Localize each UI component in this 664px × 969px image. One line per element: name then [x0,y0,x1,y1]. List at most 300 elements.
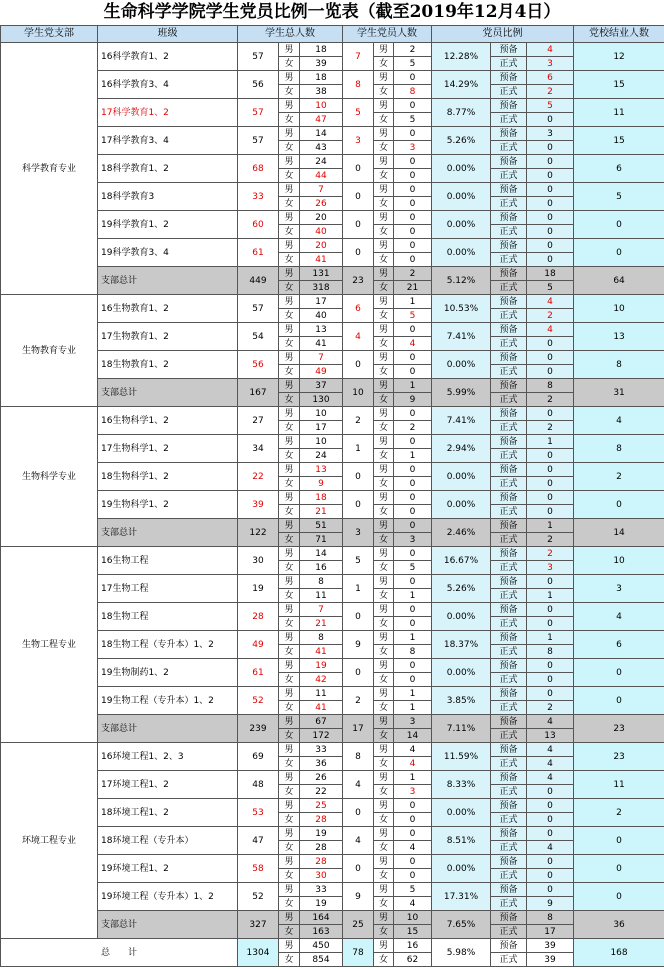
male-count: 7 [300,351,343,365]
party-female-count: 4 [394,757,432,771]
male-label: 男 [279,183,300,197]
female-label: 女 [279,617,300,631]
formal-label: 正式 [491,757,527,771]
male-label: 男 [374,127,394,141]
male-label: 男 [374,43,394,57]
formal-count: 2 [527,393,574,407]
class-name: 19生物制药1、2 [98,659,238,687]
male-label: 男 [279,771,300,785]
female-count: 41 [300,701,343,715]
female-count: 26 [300,197,343,211]
male-count: 17 [300,295,343,309]
female-count: 16 [300,561,343,575]
formal-label: 正式 [491,645,527,659]
party-count: 2 [343,407,374,435]
party-male-count: 0 [394,799,432,813]
prep-count: 0 [527,855,574,869]
ratio-value: 5.26% [432,575,491,603]
party-count: 0 [343,603,374,631]
male-label: 男 [279,463,300,477]
prep-label: 预备 [491,295,527,309]
prep-label: 预备 [491,99,527,113]
female-label: 女 [279,85,300,99]
male-count: 33 [300,883,343,897]
ratio-value: 0.00% [432,211,491,239]
formal-count: 2 [527,309,574,323]
formal-label: 正式 [491,617,527,631]
table-row [1,491,664,505]
prep-label: 预备 [491,827,527,841]
party-female-count: 9 [394,393,432,407]
grand-total-row [1,939,664,953]
female-count: 163 [300,925,343,939]
party-count: 0 [343,855,374,883]
prep-count: 0 [527,603,574,617]
female-count: 130 [300,393,343,407]
party-female-count: 0 [394,477,432,491]
party-female-count: 0 [394,253,432,267]
formal-count: 17 [527,925,574,939]
female-count: 38 [300,85,343,99]
formal-label: 正式 [491,701,527,715]
graduate-count: 0 [574,211,664,239]
graduate-count: 12 [574,43,664,71]
ratio-value: 3.85% [432,687,491,715]
formal-label: 正式 [491,729,527,743]
party-male-count: 10 [394,911,432,925]
table-row [1,239,664,253]
male-label: 男 [279,127,300,141]
prep-label: 预备 [491,491,527,505]
male-label: 男 [279,547,300,561]
prep-label: 预备 [491,43,527,57]
female-count: 44 [300,169,343,183]
graduate-count: 23 [574,715,664,743]
male-count: 67 [300,715,343,729]
female-label: 女 [279,449,300,463]
total-count: 52 [238,687,279,715]
female-label: 女 [279,393,300,407]
female-label: 女 [279,197,300,211]
graduate-count: 11 [574,771,664,799]
female-label: 女 [374,673,394,687]
header-branch: 学生党支部 [1,26,98,43]
male-label: 男 [279,211,300,225]
female-label: 女 [279,813,300,827]
female-label: 女 [374,225,394,239]
formal-label: 正式 [491,85,527,99]
female-label: 女 [279,925,300,939]
page-title: 生命科学学院学生党员比例一览表（截至2019年12月4日） [103,2,561,22]
female-label: 女 [279,701,300,715]
female-count: 41 [300,645,343,659]
male-count: 28 [300,855,343,869]
class-name: 17生物科学1、2 [98,435,238,463]
class-name: 16环境工程1、2、3 [98,743,238,771]
prep-count: 0 [527,687,574,701]
male-label: 男 [374,799,394,813]
male-label: 男 [374,491,394,505]
female-label: 女 [279,365,300,379]
class-name: 支部总计 [98,715,238,743]
party-male-count: 0 [394,407,432,421]
party-female-count: 3 [394,141,432,155]
party-female-count: 0 [394,813,432,827]
graduate-count: 8 [574,435,664,463]
ratio-value: 0.00% [432,659,491,687]
party-male-count: 0 [394,435,432,449]
party-female-count: 0 [394,673,432,687]
formal-label: 正式 [491,589,527,603]
total-count: 30 [238,547,279,575]
party-male-count: 0 [394,183,432,197]
female-label: 女 [279,421,300,435]
party-female-count: 4 [394,897,432,911]
male-label: 男 [279,575,300,589]
prep-count: 4 [527,743,574,757]
prep-count: 4 [527,323,574,337]
total-count: 39 [238,491,279,519]
party-count: 5 [343,99,374,127]
graduate-count: 36 [574,911,664,939]
branch-name: 生物科学专业 [1,407,98,547]
prep-count: 4 [527,771,574,785]
formal-count: 0 [527,141,574,155]
male-count: 10 [300,407,343,421]
female-label: 女 [374,897,394,911]
ratio-value: 16.67% [432,547,491,575]
male-label: 男 [374,323,394,337]
graduate-count: 2 [574,463,664,491]
male-label: 男 [279,799,300,813]
female-label: 女 [279,281,300,295]
female-label: 女 [279,57,300,71]
male-count: 14 [300,547,343,561]
male-count: 18 [300,43,343,57]
male-label: 男 [279,267,300,281]
female-label: 女 [374,449,394,463]
male-count: 7 [300,603,343,617]
party-female-count: 1 [394,701,432,715]
ratio-value: 0.00% [432,855,491,883]
male-label: 男 [374,631,394,645]
prep-count: 1 [527,435,574,449]
class-name: 17生物教育1、2 [98,323,238,351]
male-label: 男 [279,407,300,421]
formal-label: 正式 [491,57,527,71]
party-count: 17 [343,715,374,743]
header-party-members: 学生党员人数 [343,26,432,43]
formal-count: 2 [527,85,574,99]
header-total-students: 学生总人数 [238,26,343,43]
prep-count: 6 [527,71,574,85]
party-female-count: 8 [394,85,432,99]
prep-count: 0 [527,211,574,225]
class-name: 19生物工程（专升本）1、2 [98,687,238,715]
table-row [1,687,664,701]
total-count: 34 [238,435,279,463]
table-row [1,211,664,225]
ratio-value: 8.33% [432,771,491,799]
ratio-value: 11.59% [432,743,491,771]
graduate-count: 3 [574,575,664,603]
party-count: 0 [343,183,374,211]
prep-label: 预备 [491,883,527,897]
formal-count: 0 [527,253,574,267]
male-count: 8 [300,631,343,645]
party-male-count: 0 [394,155,432,169]
formal-label: 正式 [491,365,527,379]
female-count: 42 [300,673,343,687]
prep-count: 0 [527,827,574,841]
party-male-count: 1 [394,771,432,785]
prep-count: 0 [527,799,574,813]
party-count: 6 [343,295,374,323]
male-label: 男 [279,659,300,673]
total-count: 1304 [238,939,279,967]
party-female-count: 15 [394,925,432,939]
total-count: 57 [238,295,279,323]
male-label: 男 [374,743,394,757]
table-row [1,659,664,673]
male-label: 男 [374,463,394,477]
male-label: 男 [374,407,394,421]
prep-label: 预备 [491,547,527,561]
male-label: 男 [374,295,394,309]
prep-label: 预备 [491,603,527,617]
female-label: 女 [279,533,300,547]
formal-count: 1 [527,589,574,603]
formal-count: 5 [527,281,574,295]
female-count: 28 [300,813,343,827]
party-female-count: 0 [394,869,432,883]
male-count: 13 [300,463,343,477]
female-count: 318 [300,281,343,295]
male-label: 男 [279,295,300,309]
prep-label: 预备 [491,351,527,365]
male-label: 男 [374,883,394,897]
class-name: 16生物科学1、2 [98,407,238,435]
female-label: 女 [279,337,300,351]
formal-label: 正式 [491,533,527,547]
ratio-value: 0.00% [432,155,491,183]
female-label: 女 [374,281,394,295]
party-male-count: 0 [394,491,432,505]
class-name: 支部总计 [98,267,238,295]
ratio-value: 0.00% [432,491,491,519]
female-label: 女 [374,169,394,183]
female-count: 17 [300,421,343,435]
table-body [1,43,664,967]
formal-count: 0 [527,505,574,519]
party-male-count: 0 [394,127,432,141]
party-male-count: 1 [394,295,432,309]
class-name: 17生物工程 [98,575,238,603]
male-label: 男 [374,827,394,841]
party-male-count: 3 [394,715,432,729]
female-count: 21 [300,617,343,631]
ratio-value: 0.00% [432,351,491,379]
party-female-count: 21 [394,281,432,295]
female-label: 女 [374,477,394,491]
formal-label: 正式 [491,505,527,519]
male-label: 男 [374,435,394,449]
party-male-count: 0 [394,463,432,477]
female-label: 女 [279,785,300,799]
male-label: 男 [374,519,394,533]
ratio-value: 17.31% [432,883,491,911]
total-count: 53 [238,799,279,827]
class-name: 17科学教育1、2 [98,99,238,127]
male-label: 男 [279,71,300,85]
party-count: 8 [343,71,374,99]
ratio-value: 10.53% [432,295,491,323]
branch-name: 生物工程专业 [1,547,98,743]
male-label: 男 [374,603,394,617]
graduate-count: 6 [574,155,664,183]
party-count: 78 [343,939,374,967]
female-label: 女 [374,729,394,743]
class-name: 18生物科学1、2 [98,463,238,491]
male-count: 25 [300,799,343,813]
graduate-count: 168 [574,939,664,967]
female-count: 41 [300,253,343,267]
male-count: 26 [300,771,343,785]
party-female-count: 3 [394,533,432,547]
male-label: 男 [279,603,300,617]
ratio-value: 7.41% [432,407,491,435]
male-count: 19 [300,659,343,673]
male-label: 男 [374,183,394,197]
female-label: 女 [374,953,394,967]
male-label: 男 [279,491,300,505]
party-count: 0 [343,239,374,267]
prep-label: 预备 [491,771,527,785]
ratio-value: 0.00% [432,799,491,827]
formal-count: 2 [527,421,574,435]
prep-label: 预备 [491,211,527,225]
party-male-count: 1 [394,631,432,645]
party-male-count: 0 [394,351,432,365]
prep-label: 预备 [491,407,527,421]
female-label: 女 [279,673,300,687]
party-count: 0 [343,211,374,239]
formal-count: 8 [527,645,574,659]
male-label: 男 [374,547,394,561]
party-female-count: 0 [394,169,432,183]
table-row [1,603,664,617]
graduate-count: 10 [574,295,664,323]
male-label: 男 [374,351,394,365]
formal-label: 正式 [491,477,527,491]
prep-count: 2 [527,547,574,561]
female-label: 女 [374,561,394,575]
prep-count: 4 [527,295,574,309]
total-count: 56 [238,351,279,379]
party-male-count: 1 [394,687,432,701]
subtotal-row [1,911,664,925]
female-label: 女 [279,645,300,659]
formal-label: 正式 [491,197,527,211]
female-count: 40 [300,309,343,323]
total-count: 69 [238,743,279,771]
total-count: 449 [238,267,279,295]
branch-name: 科学教育专业 [1,43,98,295]
graduate-count: 0 [574,827,664,855]
table-row [1,435,664,449]
header-class: 班级 [98,26,238,43]
male-label: 男 [374,99,394,113]
party-female-count: 14 [394,729,432,743]
male-label: 男 [279,855,300,869]
graduate-count: 0 [574,855,664,883]
party-count: 7 [343,43,374,71]
class-name: 18环境工程（专升本） [98,827,238,855]
formal-label: 正式 [491,813,527,827]
ratio-value: 8.77% [432,99,491,127]
female-count: 24 [300,449,343,463]
party-member-table [0,25,664,967]
total-count: 52 [238,883,279,911]
prep-count: 8 [527,379,574,393]
formal-count: 9 [527,897,574,911]
prep-count: 4 [527,43,574,57]
prep-label: 预备 [491,519,527,533]
male-label: 男 [374,687,394,701]
party-male-count: 0 [394,575,432,589]
prep-label: 预备 [491,183,527,197]
party-count: 4 [343,827,374,855]
party-count: 9 [343,631,374,659]
prep-count: 0 [527,239,574,253]
female-label: 女 [374,113,394,127]
ratio-value: 18.37% [432,631,491,659]
female-count: 71 [300,533,343,547]
class-name: 18环境工程1、2 [98,799,238,827]
male-label: 男 [279,435,300,449]
male-count: 51 [300,519,343,533]
male-label: 男 [279,715,300,729]
prep-label: 预备 [491,379,527,393]
subtotal-row [1,267,664,281]
ratio-value: 14.29% [432,71,491,99]
male-label: 男 [279,43,300,57]
party-count: 0 [343,659,374,687]
female-label: 女 [279,225,300,239]
party-count: 10 [343,379,374,407]
male-count: 37 [300,379,343,393]
female-label: 女 [374,253,394,267]
female-label: 女 [374,85,394,99]
party-female-count: 0 [394,197,432,211]
female-label: 女 [374,421,394,435]
male-count: 20 [300,239,343,253]
male-count: 13 [300,323,343,337]
class-name: 19环境工程（专升本）1、2 [98,883,238,911]
prep-label: 预备 [491,435,527,449]
female-count: 11 [300,589,343,603]
total-count: 57 [238,127,279,155]
male-count: 8 [300,575,343,589]
graduate-count: 11 [574,99,664,127]
party-male-count: 2 [394,43,432,57]
class-name: 18生物教育1、2 [98,351,238,379]
branch-name: 环境工程专业 [1,743,98,939]
prep-count: 5 [527,99,574,113]
party-female-count: 1 [394,449,432,463]
party-female-count: 1 [394,589,432,603]
graduate-count: 10 [574,547,664,575]
